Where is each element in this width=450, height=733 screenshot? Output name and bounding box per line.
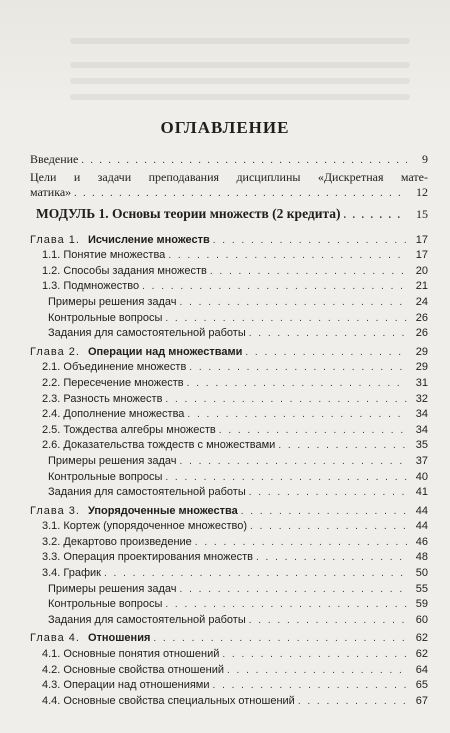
leader-dots <box>195 537 407 548</box>
toc-page-number: 20 <box>415 264 428 277</box>
leader-dots <box>245 347 407 358</box>
toc-page-number: 29 <box>415 361 428 374</box>
toc-entry-label: 2.6. Доказательства тождеств с множествами <box>42 439 276 452</box>
toc-entry-label: 1.1. Понятие множества <box>42 249 166 262</box>
toc-entry-label: Примеры решения задач <box>48 454 177 467</box>
leader-dots <box>74 186 407 201</box>
module-title: МОДУЛЬ 1. Основы теории множеств (2 кредита) <box>36 205 341 221</box>
toc-entry[interactable] <box>30 377 428 393</box>
toc-entry-label: Контрольные вопросы <box>48 598 163 611</box>
leader-dots <box>165 313 407 324</box>
chapter-number: Глава 4. <box>30 632 80 645</box>
leader-dots <box>180 584 407 595</box>
toc-entry-label: Введение <box>30 152 79 166</box>
leader-dots <box>165 472 407 483</box>
leader-dots <box>187 378 407 389</box>
toc-page-number: 24 <box>415 295 428 308</box>
toc-entry[interactable] <box>30 695 428 711</box>
toc-page-number: 41 <box>415 486 428 499</box>
chapter-title: Исчисление множеств <box>87 233 210 246</box>
toc-entry[interactable] <box>30 265 428 281</box>
toc-entry[interactable] <box>30 551 428 567</box>
toc-entry-intro[interactable] <box>30 152 428 168</box>
toc-entry[interactable] <box>30 312 428 328</box>
toc-entry[interactable] <box>30 648 428 664</box>
toc-page-number: 67 <box>415 694 428 707</box>
toc-entry-label: 2.2. Пересечение множеств <box>42 376 184 389</box>
toc-entry-label: 3.4. График <box>42 567 101 580</box>
toc-entry[interactable] <box>30 520 428 536</box>
toc-entry[interactable] <box>30 567 428 583</box>
toc-entry[interactable] <box>30 249 428 265</box>
toc-chapter-heading[interactable] <box>30 632 428 648</box>
leader-dots <box>81 155 407 166</box>
chapter-title: Отношения <box>87 632 151 645</box>
leader-dots <box>213 680 407 691</box>
leader-dots <box>153 633 407 644</box>
toc-entry-label: 2.3. Разность множеств <box>42 392 163 405</box>
toc-page-number: 15 <box>416 206 428 221</box>
leader-dots <box>189 362 407 373</box>
toc-page-number: 34 <box>415 408 428 421</box>
toc-entry-label: 1.3. Подмножество <box>42 280 140 293</box>
toc-entry[interactable] <box>30 361 428 377</box>
leader-dots <box>142 281 407 292</box>
toc-page-number: 44 <box>415 504 428 517</box>
toc-entry-label: Примеры решения задач <box>48 582 177 595</box>
toc-entry-label: 2.4. Дополнение множества <box>42 408 185 421</box>
toc-chapter-heading[interactable] <box>30 346 428 362</box>
toc-page-number: 59 <box>415 598 428 611</box>
leader-dots <box>222 649 407 660</box>
chapter-list <box>30 234 428 711</box>
toc-entry-label-continued: матика» <box>30 184 72 199</box>
chapter-number: Глава 1. <box>30 233 80 246</box>
leader-dots <box>250 521 407 532</box>
toc-page-number: 64 <box>415 663 428 676</box>
chapter-number: Глава 2. <box>30 345 80 358</box>
toc-entry[interactable] <box>30 408 428 424</box>
toc-entry[interactable] <box>30 280 428 296</box>
toc-entry[interactable] <box>30 536 428 552</box>
toc-page-number: 48 <box>415 551 428 564</box>
toc-entry[interactable] <box>30 614 428 630</box>
bleed-through-area <box>0 0 450 110</box>
toc-page-number: 40 <box>415 470 428 483</box>
chapter-title: Упорядоченные множества <box>87 504 238 517</box>
leader-dots <box>168 250 407 261</box>
toc-page-number: 44 <box>415 520 428 533</box>
toc-chapter-heading[interactable] <box>30 234 428 250</box>
leader-dots <box>165 394 407 405</box>
toc-module-heading[interactable] <box>30 206 428 228</box>
toc-page-number: 26 <box>415 311 428 324</box>
toc-page-number: 62 <box>415 648 428 661</box>
toc-entry[interactable] <box>30 439 428 455</box>
toc-page-number: 21 <box>415 280 428 293</box>
table-of-contents <box>30 152 428 710</box>
bleed-line <box>70 62 410 68</box>
toc-page-number: 9 <box>422 152 428 166</box>
toc-entry[interactable] <box>30 393 428 409</box>
toc-entry-label: 4.1. Основные понятия отношений <box>42 648 220 661</box>
toc-entry[interactable] <box>30 486 428 502</box>
chapter-number: Глава 3. <box>30 504 80 517</box>
toc-entry-label: 2.5. Тождества алгебры множеств <box>42 423 216 436</box>
toc-entry-label: Задания для самостоятельной работы <box>48 486 246 499</box>
leader-dots <box>180 297 407 308</box>
toc-entry-label: 2.1. Объединение множеств <box>42 361 187 374</box>
leader-dots <box>249 487 407 498</box>
toc-entry-label: 1.2. Способы задания множеств <box>42 264 207 277</box>
toc-entry-label: 4.2. Основные свойства отношений <box>42 663 224 676</box>
leader-dots <box>210 266 407 277</box>
bleed-line <box>70 78 410 84</box>
leader-dots <box>187 409 407 420</box>
toc-entry-label: 4.4. Основные свойства специальных отношений <box>42 694 295 707</box>
toc-chapter-heading[interactable] <box>30 505 428 521</box>
toc-entry-label: Задания для самостоятельной работы <box>48 613 246 626</box>
leader-dots <box>344 210 407 221</box>
toc-page-number: 34 <box>415 423 428 436</box>
leader-dots <box>241 506 407 517</box>
toc-page-number: 17 <box>415 249 428 262</box>
leader-dots <box>219 425 407 436</box>
bleed-line <box>70 94 410 100</box>
toc-entry-goals[interactable] <box>30 170 428 200</box>
toc-page-number: 60 <box>415 613 428 626</box>
toc-entry[interactable] <box>30 471 428 487</box>
toc-entry[interactable] <box>30 455 428 471</box>
leader-dots <box>249 615 407 626</box>
toc-entry[interactable] <box>30 679 428 695</box>
toc-page-number: 35 <box>415 439 428 452</box>
toc-entry[interactable] <box>30 424 428 440</box>
toc-page-number: 12 <box>416 184 428 199</box>
toc-page-number: 32 <box>415 392 428 405</box>
leader-dots <box>227 665 407 676</box>
leader-dots <box>298 696 407 707</box>
leader-dots <box>256 552 407 563</box>
toc-entry[interactable] <box>30 664 428 680</box>
toc-page-number: 37 <box>415 454 428 467</box>
leader-dots <box>165 599 407 610</box>
leader-dots <box>213 235 407 246</box>
toc-entry[interactable] <box>30 296 428 312</box>
toc-entry[interactable] <box>30 327 428 343</box>
toc-entry-label: Цели и задачи преподавания дисциплины «Дискретная мате- <box>30 169 428 184</box>
leader-dots <box>104 568 407 579</box>
leader-dots <box>249 328 407 339</box>
toc-entry[interactable] <box>30 598 428 614</box>
toc-page-number: 46 <box>415 535 428 548</box>
toc-entry-label: 3.1. Кортеж (упорядоченное множество) <box>42 520 248 533</box>
toc-page-number: 31 <box>415 376 428 389</box>
toc-entry-label: 4.3. Операции над отношениями <box>42 679 210 692</box>
chapter-title: Операции над множествами <box>87 345 243 358</box>
toc-page-number: 55 <box>415 582 428 595</box>
toc-entry-label: Контрольные вопросы <box>48 470 163 483</box>
toc-page-number: 26 <box>415 327 428 340</box>
toc-entry[interactable] <box>30 583 428 599</box>
toc-entry-label: Примеры решения задач <box>48 295 177 308</box>
toc-page-number: 29 <box>415 345 428 358</box>
leader-dots <box>180 456 407 467</box>
page-title: ОГЛАВЛЕНИЕ <box>160 118 290 137</box>
toc-entry-label: 3.2. Декартово произведение <box>42 535 192 548</box>
toc-entry-label: Контрольные вопросы <box>48 311 163 324</box>
toc-page-number: 17 <box>415 233 428 246</box>
toc-entry-label: Задания для самостоятельной работы <box>48 327 246 340</box>
toc-entry-label: 3.3. Операция проектирования множеств <box>42 551 253 564</box>
leader-dots <box>278 440 407 451</box>
toc-page-number: 62 <box>415 632 428 645</box>
bleed-line <box>70 38 410 44</box>
toc-page-number: 65 <box>415 679 428 692</box>
toc-page-number: 50 <box>415 567 428 580</box>
